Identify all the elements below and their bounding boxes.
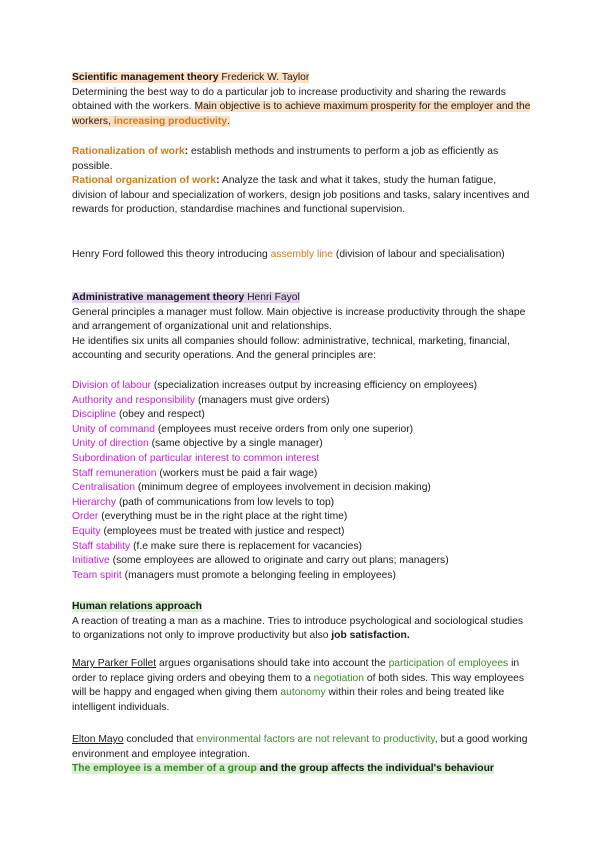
principle-term: Division of labour: [72, 380, 151, 391]
human-intro-bold: job satisfaction.: [331, 630, 410, 642]
principle-term: Unity of command: [72, 423, 155, 435]
administrative-heading: Administrative management theory: [72, 292, 245, 303]
follet-term-negotiation: negotiation: [313, 672, 364, 684]
principle-term: Initiative: [72, 555, 110, 567]
principle-term: Unity of direction: [72, 438, 149, 450]
principle-desc: (employees must be treated with justice and respect): [103, 525, 345, 537]
human-intro: A reaction of treating a man as a machine. Tries to introduce psychological and sociological studies to organizations not only to improve productivity but also: [72, 615, 524, 642]
principle-item: [72, 540, 532, 555]
principle-desc: (path of communications from low levels to top): [118, 496, 335, 508]
principle-item: [72, 496, 532, 511]
principle-item: [72, 394, 532, 409]
follet-term-autonomy: autonomy: [280, 687, 326, 699]
mayo-text-1: concluded that: [126, 734, 194, 745]
administrative-section: [72, 291, 532, 364]
principle-item: [72, 437, 532, 452]
principle-term: Discipline: [72, 409, 117, 421]
scientific-objective: Main objective is to achieve maximum prosperity for the employer and the workers,: [72, 101, 531, 127]
principle-term: Team spirit: [72, 569, 122, 581]
principle-item: [72, 408, 532, 423]
principle-term: Order: [72, 511, 99, 523]
scientific-heading: Scientific management theory: [72, 72, 219, 83]
rationalization-colon: :: [184, 146, 189, 157]
conclusion-green: The employee is a member of a group: [72, 763, 257, 775]
principle-term: Centralisation: [72, 482, 135, 494]
rationalization-term: Rationalization of work: [72, 146, 185, 157]
follet-name: Mary Parker Follet: [72, 658, 157, 669]
principle-desc: (some employees are allowed to originate and carry out plans; managers): [112, 555, 449, 567]
principle-desc: (obey and respect): [118, 409, 205, 421]
principle-desc: (managers must promote a belonging feeling in employees): [124, 569, 396, 581]
principle-desc: (managers must give orders): [197, 394, 330, 406]
scientific-intro: Determining the best way to do a particular job to increase productivity and sharing the rewards obtained with the workers.: [72, 86, 506, 113]
administrative-intro-2: He identifies six units all companies should follow: administrative, technical, marketing, financial, accounting and security operations. And the general principles are:: [72, 335, 510, 362]
mayo-term: environmental factors are not relevant to productivity: [196, 734, 435, 745]
principle-term: Authority and responsibility: [72, 394, 196, 406]
ford-after: (division of labour and specialisation): [335, 249, 505, 260]
ford-before: Henry Ford followed this theory introducing: [72, 249, 268, 260]
principle-desc: (specialization increases output by increasing efficiency on employees): [153, 380, 478, 391]
follet-text-1: argues organisations should take into account the: [159, 658, 386, 669]
principle-desc: (same objective by a single manager): [151, 438, 323, 450]
mayo-block: [72, 733, 532, 777]
principle-desc: (minimum degree of employees involvement in decision making): [137, 482, 431, 494]
human-heading: Human relations approach: [72, 601, 202, 612]
principles-list: [72, 379, 532, 583]
principle-term: Equity: [72, 525, 101, 537]
principle-item: [72, 510, 532, 525]
ford-term: assembly line: [270, 249, 334, 260]
principle-item: [72, 554, 532, 569]
principle-desc: (workers must be paid a fair wage): [159, 467, 318, 479]
scientific-author: Frederick W. Taylor: [221, 72, 310, 83]
human-section: [72, 600, 532, 644]
principle-term: Staff remuneration: [72, 467, 157, 479]
principle-desc: (f.e make sure there is replacement for vacancies): [133, 540, 362, 552]
principle-item: [72, 423, 532, 438]
principle-item: [72, 467, 532, 482]
mayo-text-2: , but a good working environment and employee integration.: [72, 734, 528, 760]
scientific-section: Scientific management theory Frederick W. Taylor Determining the best way to do a particular job to increase productivity and sharing the rewards obtained with the workers. Main objective is to achieve maximum prosperity for the employer and the workers, increasing productivity.: [72, 72, 531, 127]
conclusion-rest: and the group affects the individual's behaviour: [259, 763, 494, 775]
follet-text-4: within their roles and being treated like intelligent individuals.: [72, 687, 505, 713]
principle-term: Hierarchy: [72, 496, 117, 508]
principle-term: Staff stability: [72, 540, 131, 552]
follet-block: [72, 657, 532, 715]
organization-text: Analyze the task and what it takes, study the human fatigue, division of labour and specialization of workers, design job positions and tasks, salary incentives and rewards for production, standardise machines and functional supervision.: [72, 175, 530, 216]
rationalization-text: establish methods and instruments to perform a job as efficiently as possible.: [72, 146, 499, 172]
follet-text-3: of both sides. This way employees will be happy and engaged when giving them: [72, 672, 525, 699]
administrative-author: Henri Fayol: [247, 292, 300, 303]
mayo-name: Elton Mayo: [72, 734, 124, 745]
principle-term: Subordination of particular interest to common interest: [72, 452, 320, 464]
ford-block: [72, 248, 532, 263]
follet-term-participation: participation of employees: [388, 658, 509, 669]
principle-item: [72, 452, 532, 467]
principle-desc: (employees must receive orders from only one superior): [157, 423, 414, 435]
scientific-objective-highlight: increasing productivity: [113, 115, 228, 127]
principle-item: [72, 481, 532, 496]
organization-colon: :: [216, 175, 220, 187]
principle-item: [72, 379, 532, 394]
organization-term: Rational organization of work: [72, 175, 217, 187]
principle-item: [72, 525, 532, 540]
rationalization-block: [72, 145, 532, 218]
administrative-intro-1: General principles a manager must follow. Main objective is increase productivity through the shape and arrangement of organizational unit and relationships.: [72, 306, 526, 333]
follet-text-2: in order to replace giving orders and obeying them to a: [72, 658, 520, 684]
principle-desc: (everything must be in the right place at the right time): [101, 511, 348, 523]
principle-item: [72, 569, 532, 584]
